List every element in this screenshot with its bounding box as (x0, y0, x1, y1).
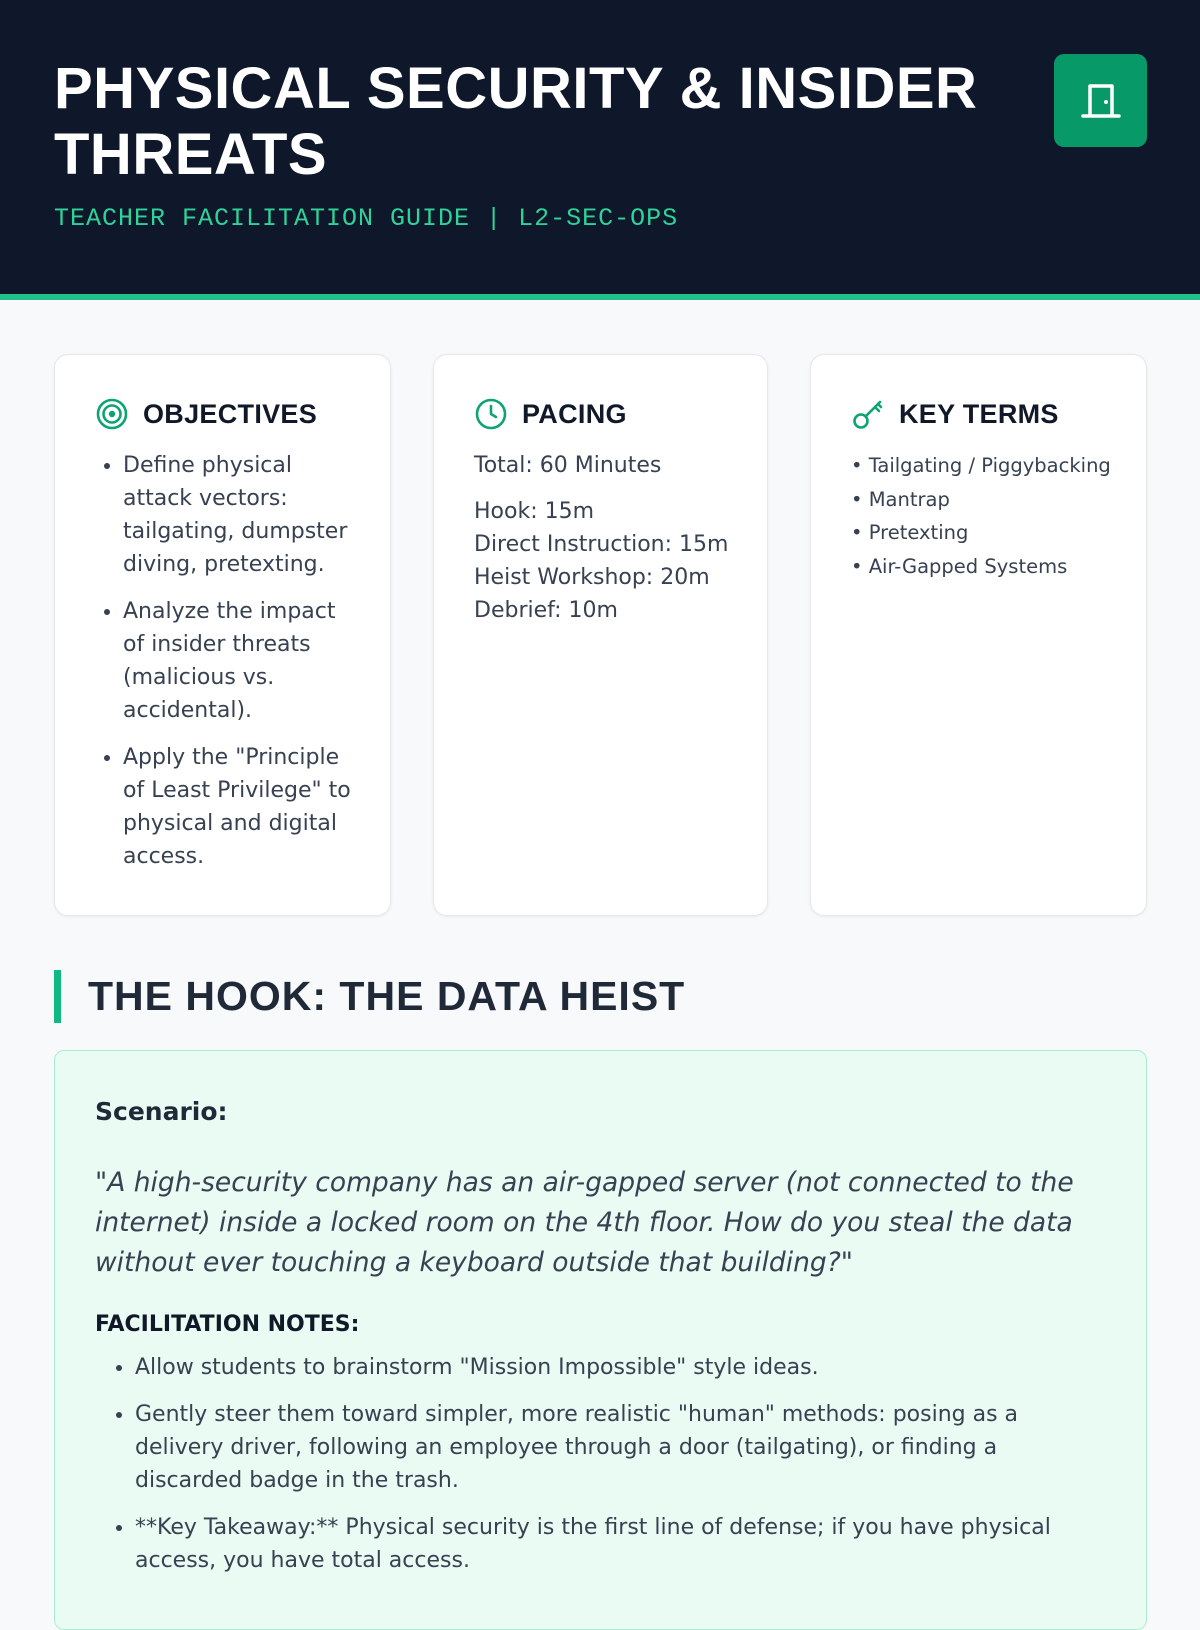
pacing-body (474, 449, 744, 627)
list-item: • Allow students to brainstorm "Mission Impossible" style ideas. (135, 1351, 1105, 1384)
pacing-item: Hook: 15m (474, 499, 595, 524)
objectives-card (54, 354, 391, 916)
list-item: • Gently steer them toward simpler, more realistic "human" methods: posing as a delivery driver, following an employee through a door (tailgating), or finding a discarded badge in the trash. (135, 1398, 1105, 1497)
key-terms-card (810, 354, 1147, 916)
section-title: THE HOOK: THE DATA HEIST (88, 973, 686, 1019)
facilitation-notes-list (135, 1351, 1105, 1591)
objectives-header (95, 397, 317, 431)
pacing-total: Total: 60 Minutes (474, 453, 662, 478)
key-icon (851, 397, 885, 431)
target-icon (95, 397, 129, 431)
pacing-title: PACING (522, 398, 627, 429)
page-header (0, 0, 1200, 300)
objectives-title: OBJECTIVES (143, 398, 318, 429)
list-item: • Apply the "Principle of Least Privilege" to physical and digital access. (123, 741, 357, 873)
key-terms-list (851, 449, 1131, 583)
pacing-item: Debrief: 10m (474, 598, 618, 623)
facilitation-notes-label: FACILITATION NOTES: (95, 1312, 360, 1337)
page-subtitle: TEACHER FACILITATION GUIDE | L2-SEC-OPS (54, 204, 679, 233)
clock-icon (474, 397, 508, 431)
list-item: • Air-Gapped Systems (851, 554, 1068, 578)
scenario-label: Scenario: (95, 1097, 228, 1126)
page-title: PHYSICAL SECURITY & INSIDER THREATS (54, 56, 978, 187)
pacing-card (433, 354, 768, 916)
objectives-list (123, 449, 357, 887)
pacing-item: Direct Instruction: 15m (474, 532, 729, 557)
list-item: • **Key Takeaway:** Physical security is the first line of defense; if you have physical access, you have total access. (135, 1511, 1105, 1577)
key-terms-header (851, 397, 1059, 431)
list-item: • Pretexting (851, 521, 969, 544)
pacing-header (474, 397, 627, 431)
door-icon (1054, 54, 1147, 147)
list-item: • Analyze the impact of insider threats (malicious vs. accidental). (123, 595, 357, 727)
pacing-item: Heist Workshop: 20m (474, 565, 710, 590)
list-item: • Mantrap (851, 487, 950, 511)
list-item: • Tailgating / Piggybacking (851, 454, 1111, 477)
scenario-box (54, 1050, 1147, 1630)
key-terms-title: KEY TERMS (899, 398, 1059, 429)
list-item: • Define physical attack vectors: tailgating, dumpster diving, pretexting. (123, 449, 357, 581)
section-accent-bar (54, 970, 61, 1023)
scenario-quote: "A high-security company has an air-gapped server (not connected to the internet) inside a locked room on the 4th floor. How do you steal the data without ever touching a keyboard outside that building?" (95, 1167, 1074, 1278)
